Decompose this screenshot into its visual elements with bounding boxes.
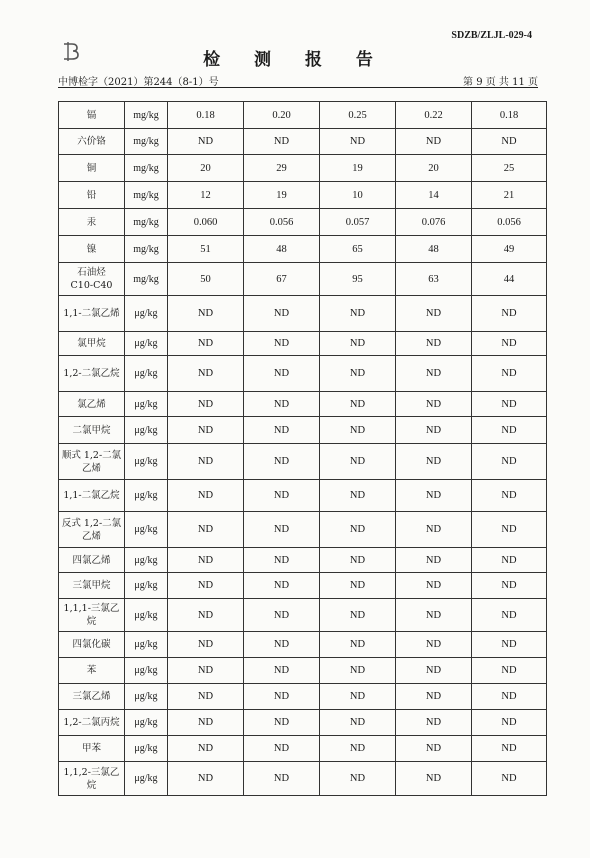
result-value: ND <box>168 736 244 762</box>
unit-cell: mg/kg <box>125 209 168 236</box>
result-value: ND <box>396 332 472 356</box>
result-value: ND <box>168 658 244 684</box>
result-value: ND <box>320 658 396 684</box>
analyte-name-text: 四氯化碳 <box>72 639 111 650</box>
results-table <box>58 101 547 796</box>
result-value: 20 <box>396 155 472 182</box>
unit-cell: μg/kg <box>125 736 168 762</box>
result-value: ND <box>396 599 472 632</box>
result-value: ND <box>472 548 547 573</box>
table-row <box>59 129 547 155</box>
analyte-name-text: 四氯乙烯 <box>72 554 111 566</box>
result-value: 50 <box>168 263 244 296</box>
table-row <box>59 684 547 710</box>
result-value: ND <box>168 548 244 573</box>
result-value: 29 <box>244 155 320 182</box>
table-row <box>59 480 547 512</box>
unit-cell: μg/kg <box>125 548 168 573</box>
report-title: 检 测 报 告 <box>203 50 387 70</box>
analyte-name <box>59 632 125 658</box>
table-row <box>59 736 547 762</box>
result-value: ND <box>396 573 472 599</box>
analyte-name-text: 石油烃 <box>77 267 106 278</box>
result-value: ND <box>396 480 472 512</box>
result-value: ND <box>168 444 244 480</box>
result-value: 0.25 <box>320 102 396 129</box>
analyte-name-text: 甲苯 <box>81 743 101 754</box>
unit-cell: μg/kg <box>125 710 168 736</box>
result-value: ND <box>320 129 396 155</box>
result-value: ND <box>244 332 320 356</box>
result-value: ND <box>396 684 472 710</box>
result-value: ND <box>396 762 472 796</box>
analyte-name-text: 1,1,2-三氯乙烷 <box>63 766 120 791</box>
result-value: ND <box>396 710 472 736</box>
table-row <box>59 356 547 392</box>
analyte-name-text: 铜 <box>86 162 97 174</box>
result-value: 0.056 <box>472 209 547 236</box>
analyte-name-text: 铅 <box>86 189 97 201</box>
result-value: ND <box>244 736 320 762</box>
table-row <box>59 548 547 573</box>
unit-cell: μg/kg <box>125 332 168 356</box>
result-value: ND <box>472 684 547 710</box>
result-value: 0.18 <box>472 102 547 129</box>
result-value: ND <box>396 356 472 392</box>
analyte-name-text: 三氯乙烯 <box>72 691 111 702</box>
table-row <box>59 296 547 332</box>
result-value: ND <box>472 512 547 548</box>
result-value: 0.18 <box>168 102 244 129</box>
result-value: 51 <box>168 236 244 263</box>
result-value: ND <box>168 512 244 548</box>
analyte-name <box>59 102 125 129</box>
result-value: ND <box>320 573 396 599</box>
unit-cell: μg/kg <box>125 296 168 332</box>
result-value: ND <box>320 548 396 573</box>
result-value: ND <box>168 762 244 796</box>
table-row <box>59 236 547 263</box>
unit-cell: mg/kg <box>125 155 168 182</box>
result-value: ND <box>244 512 320 548</box>
analyte-name-text: 苯 <box>86 665 97 676</box>
result-value: ND <box>472 736 547 762</box>
result-value: ND <box>244 444 320 480</box>
result-value: 0.057 <box>320 209 396 236</box>
analyte-name <box>59 548 125 573</box>
result-value: ND <box>168 632 244 658</box>
result-value: ND <box>396 444 472 480</box>
analyte-name <box>59 155 125 182</box>
result-value: ND <box>320 599 396 632</box>
unit-cell: μg/kg <box>125 444 168 480</box>
result-value: ND <box>472 356 547 392</box>
analyte-name <box>59 573 125 599</box>
result-value: ND <box>472 444 547 480</box>
unit-cell: μg/kg <box>125 480 168 512</box>
result-value: ND <box>396 512 472 548</box>
unit-cell: μg/kg <box>125 392 168 417</box>
result-value: ND <box>168 684 244 710</box>
analyte-name-text: 1,1,1-三氯乙烷 <box>63 603 120 627</box>
result-value: 25 <box>472 155 547 182</box>
unit-cell: mg/kg <box>125 236 168 263</box>
analyte-name <box>59 512 125 548</box>
result-value: 0.22 <box>396 102 472 129</box>
result-value: ND <box>168 356 244 392</box>
result-value: ND <box>168 417 244 444</box>
result-value: ND <box>320 710 396 736</box>
result-value: 67 <box>244 263 320 296</box>
table-row <box>59 599 547 632</box>
result-value: ND <box>320 392 396 417</box>
table-row <box>59 710 547 736</box>
result-value: ND <box>244 296 320 332</box>
result-value: ND <box>244 548 320 573</box>
analyte-name-text: 二氯甲烷 <box>72 424 111 436</box>
unit-cell: μg/kg <box>125 599 168 632</box>
result-value: ND <box>472 658 547 684</box>
result-value: 0.20 <box>244 102 320 129</box>
unit-cell: mg/kg <box>125 182 168 209</box>
analyte-name <box>59 209 125 236</box>
result-value: ND <box>320 512 396 548</box>
result-value: ND <box>244 762 320 796</box>
unit-cell: mg/kg <box>125 129 168 155</box>
result-value: 48 <box>396 236 472 263</box>
result-value: ND <box>396 296 472 332</box>
result-value: 21 <box>472 182 547 209</box>
table-row <box>59 632 547 658</box>
result-value: ND <box>320 296 396 332</box>
report-number: 中博检字（2021）第244（8-1）号 <box>58 77 219 88</box>
analyte-name <box>59 392 125 417</box>
result-value: ND <box>396 392 472 417</box>
table-row <box>59 762 547 796</box>
analyte-name-text: 氯乙烯 <box>77 398 106 410</box>
analyte-name <box>59 182 125 209</box>
result-value: ND <box>472 392 547 417</box>
table-row <box>59 392 547 417</box>
result-value: ND <box>168 129 244 155</box>
analyte-name <box>59 332 125 356</box>
result-value: 12 <box>168 182 244 209</box>
result-value: 49 <box>472 236 547 263</box>
result-value: ND <box>472 480 547 512</box>
analyte-name <box>59 684 125 710</box>
result-value: ND <box>320 736 396 762</box>
table-row <box>59 573 547 599</box>
result-value: ND <box>320 332 396 356</box>
result-value: 44 <box>472 263 547 296</box>
result-value: 65 <box>320 236 396 263</box>
analyte-name-text: 反式 1,2-二氯乙烯 <box>61 517 122 542</box>
unit-cell: μg/kg <box>125 658 168 684</box>
result-value: ND <box>472 762 547 796</box>
result-value: 95 <box>320 263 396 296</box>
document-code: SDZB/ZLJL-029-4 <box>451 30 532 41</box>
table-row <box>59 155 547 182</box>
result-value: ND <box>320 417 396 444</box>
result-value: 10 <box>320 182 396 209</box>
result-value: 20 <box>168 155 244 182</box>
unit-cell: μg/kg <box>125 762 168 796</box>
result-value: ND <box>472 417 547 444</box>
result-value: ND <box>396 632 472 658</box>
unit-cell: μg/kg <box>125 512 168 548</box>
result-value: ND <box>244 658 320 684</box>
result-value: 48 <box>244 236 320 263</box>
result-value: 0.056 <box>244 209 320 236</box>
analyte-name-text: 三氯甲烷 <box>72 580 111 591</box>
unit-cell: μg/kg <box>125 417 168 444</box>
analyte-name <box>59 236 125 263</box>
result-value: ND <box>396 548 472 573</box>
result-value: ND <box>244 573 320 599</box>
table-row <box>59 332 547 356</box>
results-table-body <box>59 102 547 796</box>
unit-cell: μg/kg <box>125 356 168 392</box>
result-value: ND <box>244 632 320 658</box>
result-value: ND <box>320 632 396 658</box>
table-row <box>59 263 547 296</box>
unit-cell: μg/kg <box>125 632 168 658</box>
result-value: ND <box>244 392 320 417</box>
table-row <box>59 209 547 236</box>
result-value: ND <box>244 417 320 444</box>
result-value: ND <box>396 417 472 444</box>
result-value: ND <box>168 480 244 512</box>
result-value: ND <box>168 573 244 599</box>
result-value: ND <box>396 736 472 762</box>
result-value: ND <box>472 296 547 332</box>
analyte-name <box>59 129 125 155</box>
analyte-name <box>59 762 125 796</box>
analyte-name-text: 镍 <box>86 243 97 255</box>
result-value: ND <box>168 710 244 736</box>
result-value: ND <box>244 356 320 392</box>
result-value: ND <box>244 129 320 155</box>
result-value: ND <box>168 332 244 356</box>
unit-cell: μg/kg <box>125 573 168 599</box>
analyte-name-text: 镉 <box>86 109 97 121</box>
analyte-name <box>59 736 125 762</box>
analyte-name <box>59 710 125 736</box>
result-value: ND <box>320 762 396 796</box>
result-value: ND <box>472 332 547 356</box>
analyte-name <box>59 296 125 332</box>
page-info: 第 9 页 共 11 页 <box>463 77 538 88</box>
result-value: 14 <box>396 182 472 209</box>
result-value: ND <box>472 599 547 632</box>
analyte-name <box>59 356 125 392</box>
result-value: 0.060 <box>168 209 244 236</box>
table-row <box>59 417 547 444</box>
unit-cell: μg/kg <box>125 684 168 710</box>
result-value: ND <box>320 444 396 480</box>
result-value: ND <box>244 684 320 710</box>
result-value: 63 <box>396 263 472 296</box>
table-row <box>59 444 547 480</box>
result-value: 19 <box>320 155 396 182</box>
table-row <box>59 658 547 684</box>
result-value: 19 <box>244 182 320 209</box>
result-value: ND <box>320 684 396 710</box>
table-row <box>59 102 547 129</box>
unit-cell: mg/kg <box>125 102 168 129</box>
result-value: ND <box>472 573 547 599</box>
result-value: ND <box>244 599 320 632</box>
analyte-name-text: 汞 <box>86 216 97 228</box>
analyte-name-text: 顺式 1,2-二氯乙烯 <box>61 449 122 474</box>
result-value: ND <box>168 392 244 417</box>
result-value: ND <box>472 129 547 155</box>
result-value: ND <box>472 710 547 736</box>
analyte-name <box>59 480 125 512</box>
result-value: 0.076 <box>396 209 472 236</box>
analyte-range: C10-C40 <box>70 280 113 291</box>
result-value: ND <box>320 356 396 392</box>
result-value: ND <box>168 296 244 332</box>
result-value: ND <box>396 658 472 684</box>
report-meta-line <box>58 73 538 88</box>
analyte-name-text: 氯甲烷 <box>77 338 106 349</box>
result-value: ND <box>320 480 396 512</box>
table-row <box>59 182 547 209</box>
analyte-name-text: 1,2-二氯丙烷 <box>63 717 120 728</box>
analyte-name <box>59 263 125 296</box>
analyte-name-text: 六价铬 <box>77 136 106 147</box>
analyte-name-text: 1,1-二氯乙烯 <box>63 308 120 319</box>
analyte-name <box>59 444 125 480</box>
analyte-name <box>59 417 125 444</box>
analyte-name <box>59 599 125 632</box>
result-value: ND <box>472 632 547 658</box>
result-value: ND <box>244 710 320 736</box>
analyte-name-text: 1,2-二氯乙烷 <box>63 368 120 379</box>
result-value: ND <box>396 129 472 155</box>
unit-cell: mg/kg <box>125 263 168 296</box>
analyte-name <box>59 658 125 684</box>
result-value: ND <box>168 599 244 632</box>
result-value: ND <box>244 480 320 512</box>
analyte-name-text: 1,1-二氯乙烷 <box>63 490 120 501</box>
table-row <box>59 512 547 548</box>
